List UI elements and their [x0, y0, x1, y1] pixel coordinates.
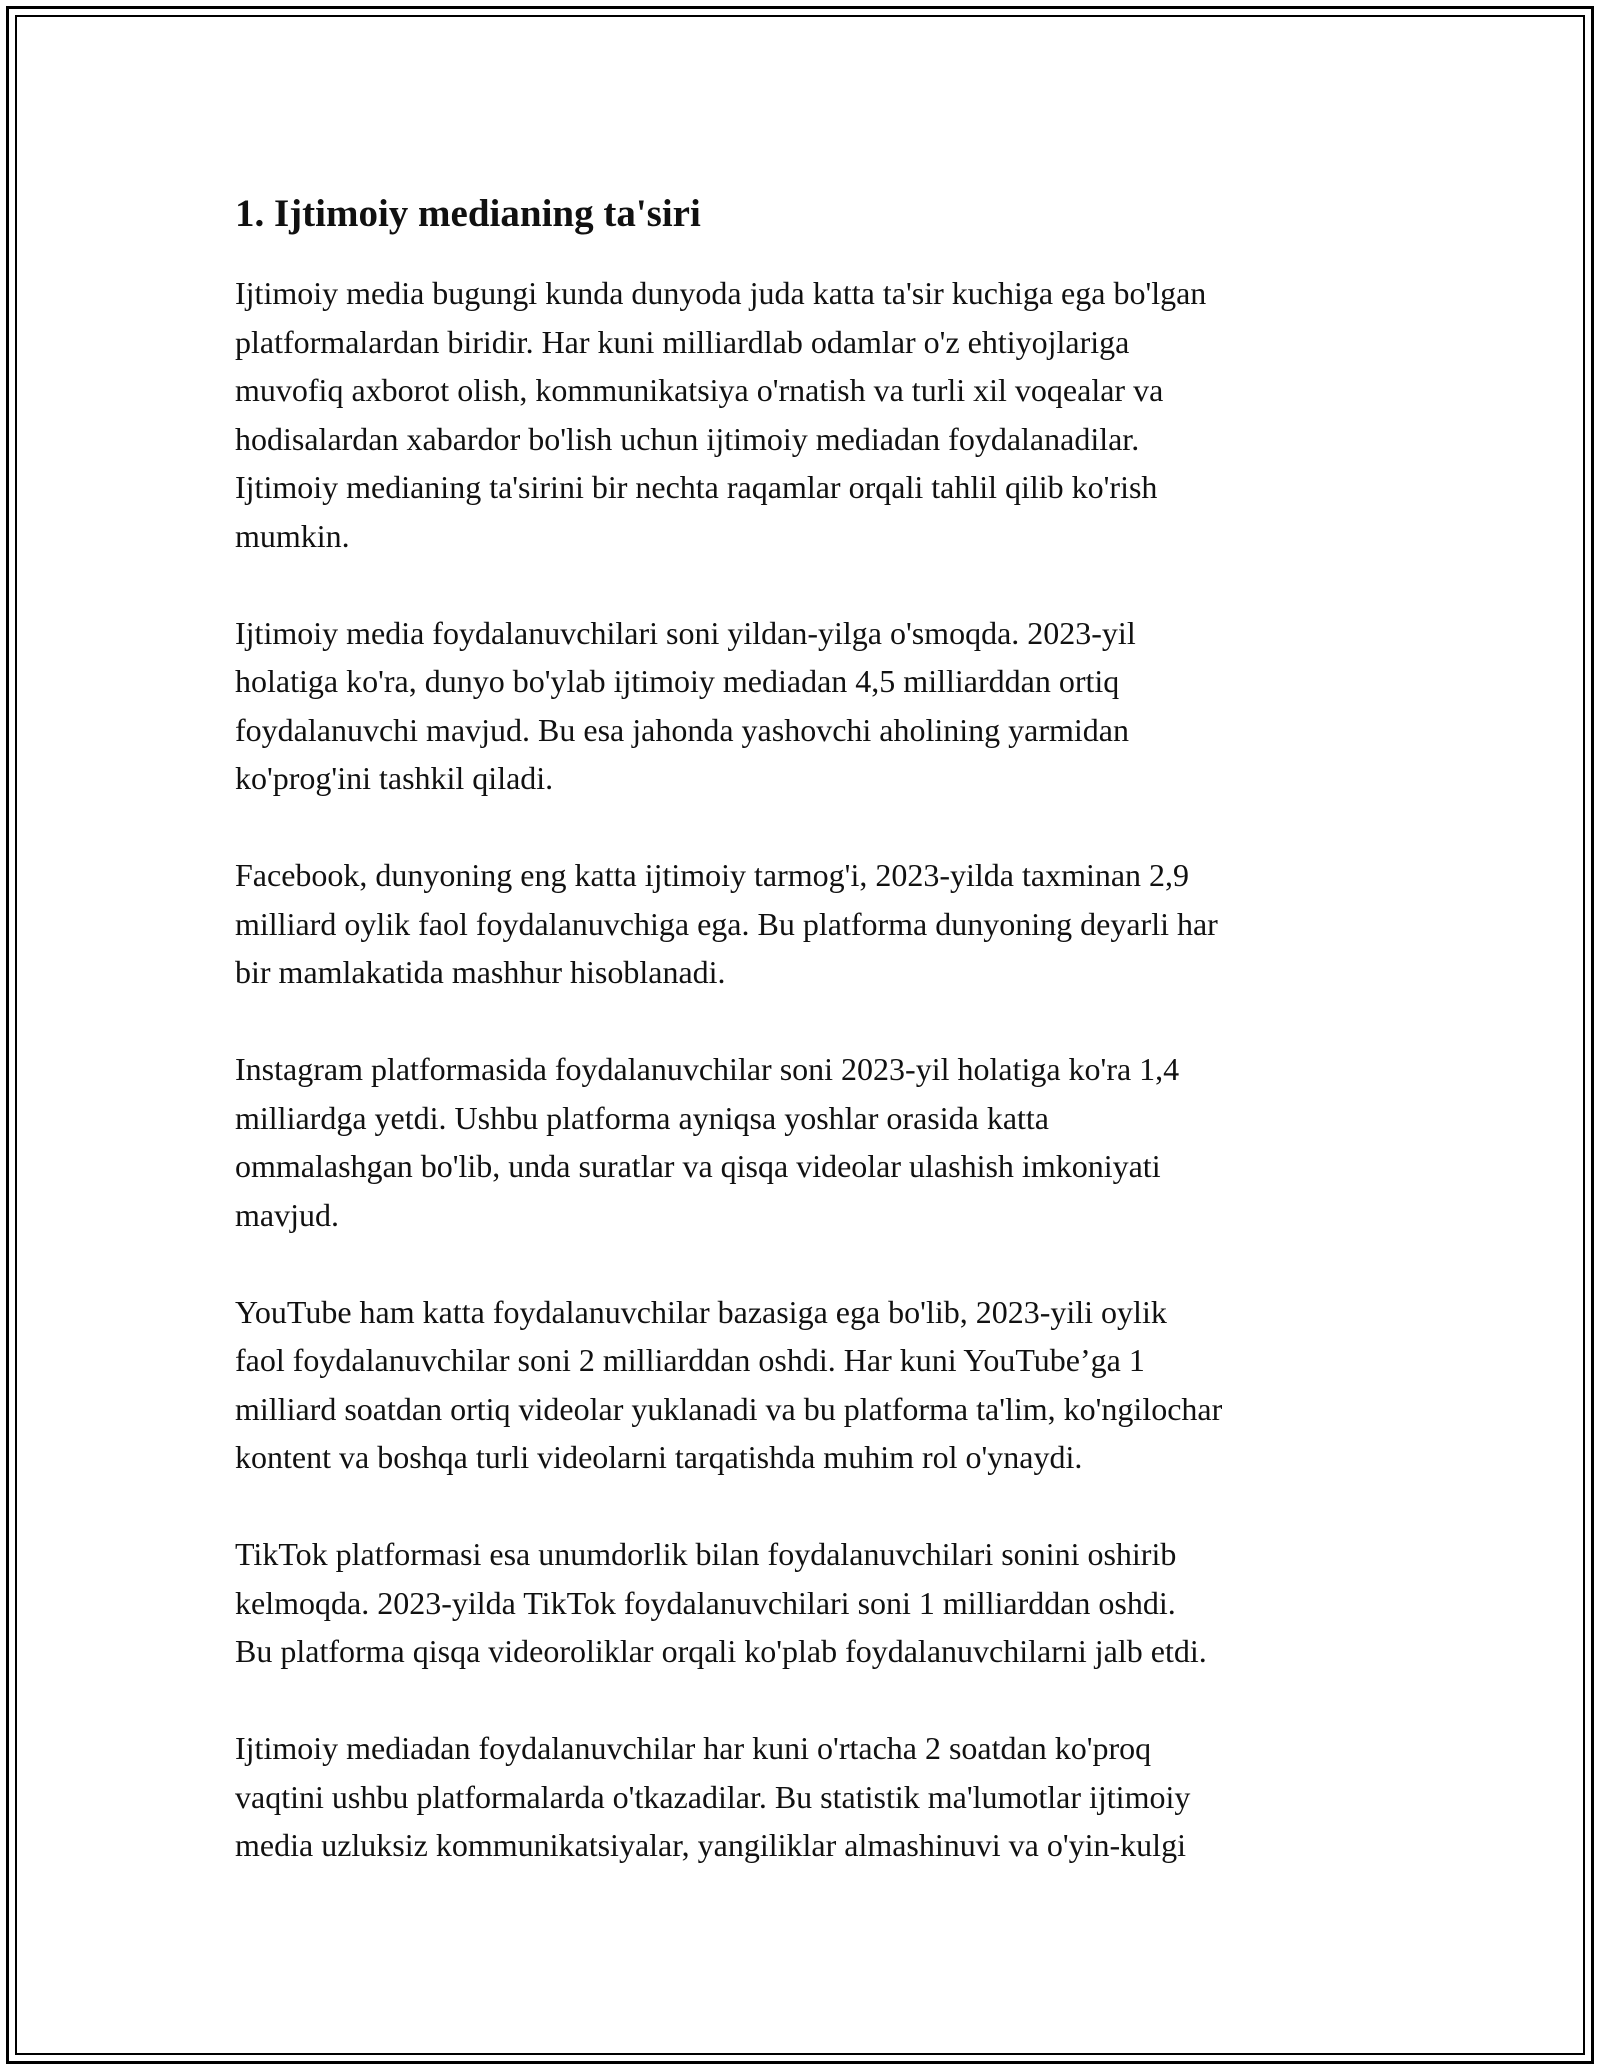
paragraph-intro: Ijtimoiy media bugungi kunda dunyoda juda katta ta'sir kuchiga ega bo'lgan platformalardan biridir. Har kuni milliardlab odamlar o'z ehtiyojlariga muvofiq axborot olish, kommunikatsiya o'rnatish va turli xil voqealar va hodisalardan xabardor bo'lish uchun ijtimoiy mediadan foydalanadilar. Ijtimoiy medianing ta'sirini bir nechta raqamlar orqali tahlil qilib ko'rish mumkin.	[235, 275, 1207, 554]
section-title: 1. Ijtimoiy medianing ta'siri	[235, 192, 701, 235]
paragraph-instagram: Instagram platformasida foydalanuvchilar soni 2023-yil holatiga ko'ra 1,4 milliardga yetdi. Ushbu platforma ayniqsa yoshlar orasida katta ommalashgan bo'lib, unda suratlar va qisqa videolar ulashish imkoniyati mavjud.	[235, 1051, 1180, 1233]
paragraph-daily-usage: Ijtimoiy mediadan foydalanuvchilar har kuni o'rtacha 2 soatdan ko'proq vaqtini ushbu platformalarda o'tkazadilar. Bu statistik ma'lumotlar ijtimoiy media uzluksiz kommunikatsiyalar, yangiliklar almashinuvi va o'yin-kulgi	[235, 1730, 1191, 1863]
paragraph-tiktok: TikTok platformasi esa unumdorlik bilan foydalanuvchilari sonini oshirib kelmoqda. 2023-yilda TikTok foydalanuvchilari soni 1 milliarddan oshdi. Bu platforma qisqa videoroliklar orqali ko'plab foydalanuvchilarni jalb etdi.	[235, 1536, 1207, 1669]
paragraph-user-growth: Ijtimoiy media foydalanuvchilari soni yildan-yilga o'smoqda. 2023-yil holatiga ko'ra, dunyo bo'ylab ijtimoiy mediadan 4,5 milliarddan ortiq foydalanuvchi mavjud. Bu esa jahonda yashovchi aholining yarmidan ko'prog'ini tashkil qiladi.	[235, 614, 1136, 796]
document-body	[235, 185, 1395, 1918]
paragraph-youtube: YouTube ham katta foydalanuvchilar bazasiga ega bo'lib, 2023-yili oylik faol foydalanuvchilar soni 2 milliarddan oshdi. Har kuni YouTube’ga 1 milliard soatdan ortiq videolar yuklanadi va bu platforma ta'lim, ko'ngilochar kontent va boshqa turli videolarni tarqatishda muhim rol o'ynaydi.	[235, 1293, 1223, 1475]
paragraph-facebook: Facebook, dunyoning eng katta ijtimoiy tarmog'i, 2023-yilda taxminan 2,9 milliard oylik faol foydalanuvchiga ega. Bu platforma dunyoning deyarli har bir mamlakatida mashhur hisoblanadi.	[235, 857, 1218, 990]
